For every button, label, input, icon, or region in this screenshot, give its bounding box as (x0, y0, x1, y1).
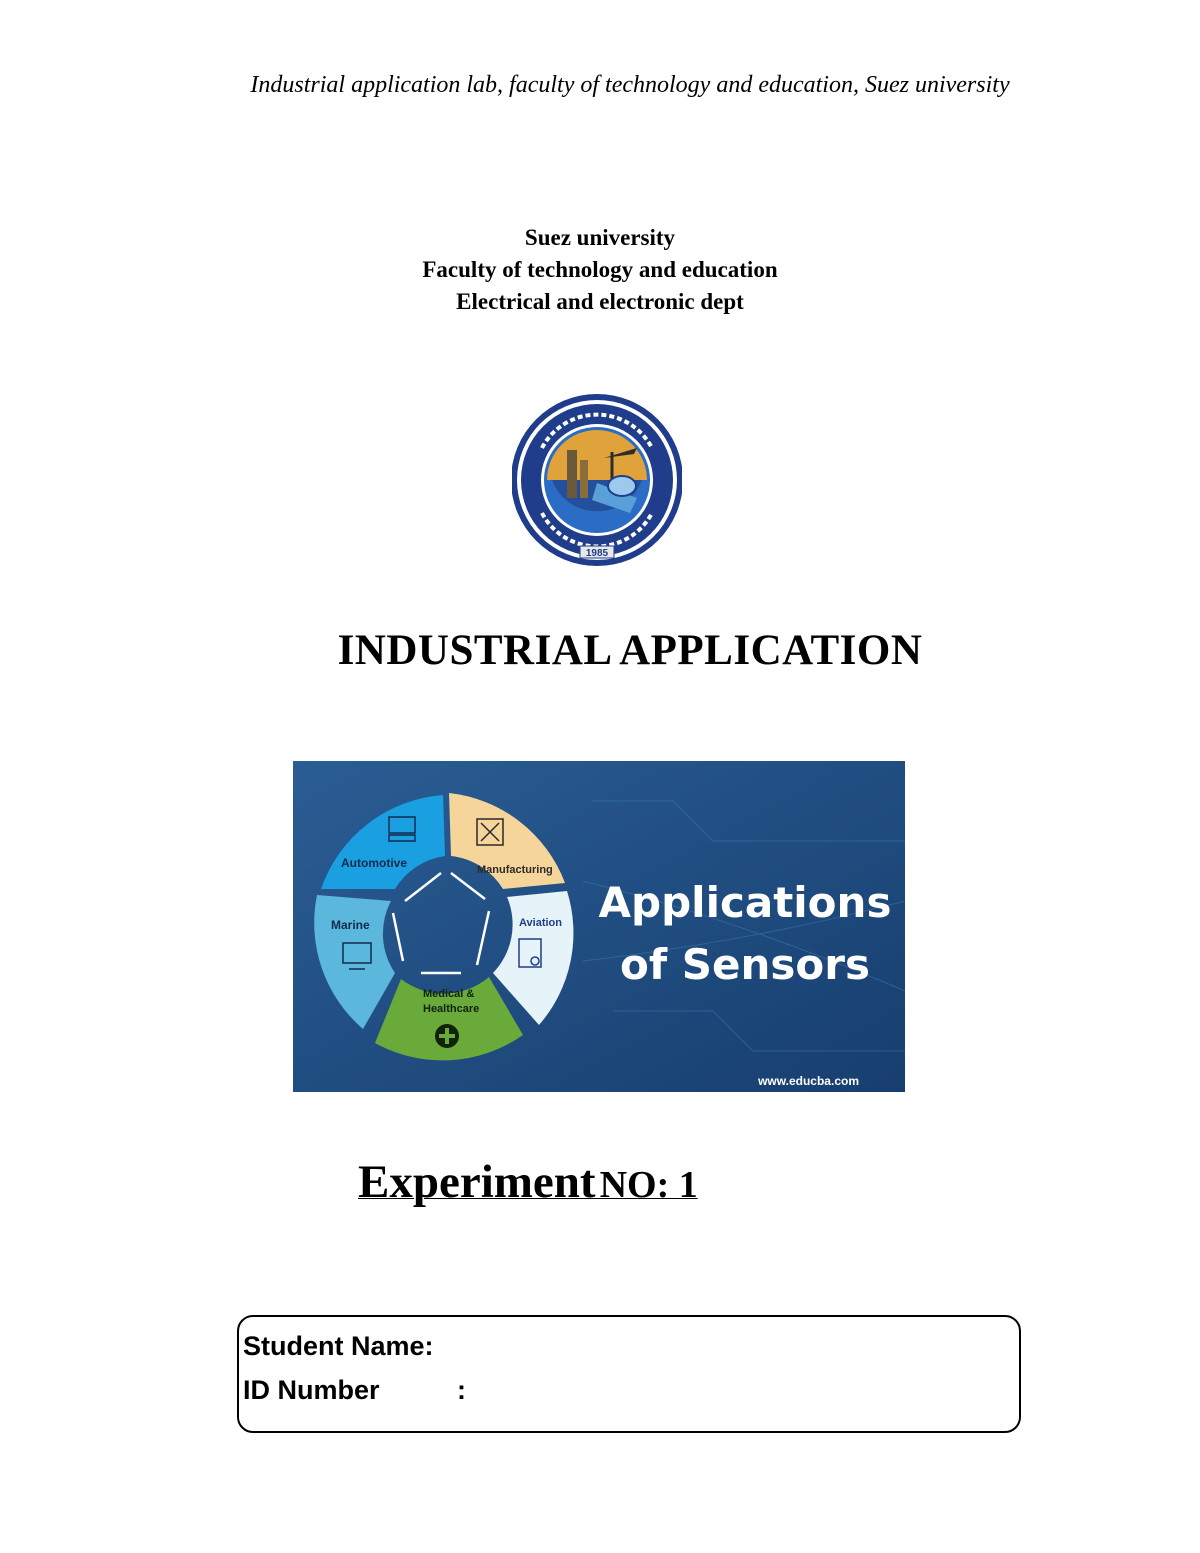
medical-cross-icon (435, 1024, 459, 1048)
experiment-heading (358, 1155, 698, 1209)
institution-block (0, 222, 1200, 318)
student-name-field[interactable] (243, 1331, 434, 1362)
segment-label-aviation: Aviation (519, 917, 562, 929)
banner-heading-line2: of Sensors (620, 940, 870, 989)
sensors-banner (293, 761, 905, 1092)
faculty-seal-icon (512, 388, 682, 573)
department-name: Electrical and electronic dept (456, 289, 744, 314)
id-number-label: ID Number (243, 1375, 380, 1405)
faculty-logo (512, 388, 682, 573)
student-info-box (237, 1315, 1021, 1433)
student-name-label: Student Name: (243, 1331, 434, 1361)
banner-url: www.educba.com (758, 1074, 859, 1088)
faculty-name: Faculty of technology and education (422, 257, 778, 282)
experiment-label: Experiment (358, 1156, 596, 1208)
university-name: Suez university (524, 225, 676, 250)
experiment-number: NO: 1 (599, 1164, 698, 1206)
banner-heading-line1: Applications (598, 878, 892, 927)
segment-label-marine: Marine (331, 918, 370, 932)
id-number-colon: : (457, 1375, 466, 1405)
running-header: Industrial application lab, faculty of technology and education, Suez university (250, 72, 1010, 98)
segment-label-medical: Medical & Healthcare (423, 988, 480, 1015)
segment-label-automotive: Automotive (341, 856, 407, 870)
document-title: INDUSTRIAL APPLICATION (337, 627, 923, 674)
id-number-field[interactable] (243, 1375, 466, 1406)
logo-year: 1985 (585, 548, 609, 559)
segment-label-manufacturing: Manufacturing (477, 864, 553, 876)
